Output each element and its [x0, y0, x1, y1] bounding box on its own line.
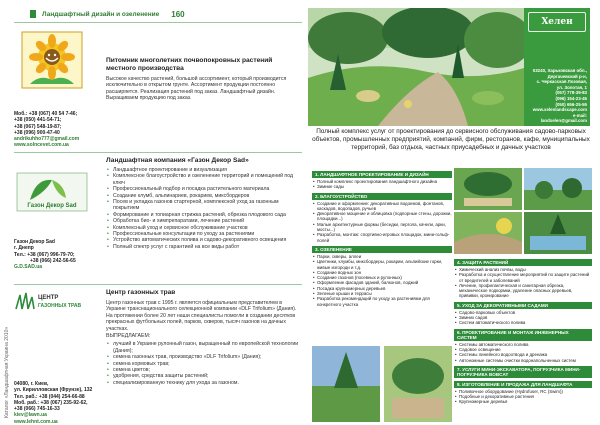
list-item: • Зимние сады — [312, 184, 452, 189]
company-site-link[interactable]: www.xelenlandscape.com — [532, 107, 587, 113]
header-bar — [30, 10, 36, 18]
nursery-body — [106, 57, 302, 102]
list-item: • Автономные системы очистки водонапольненных систем — [454, 358, 592, 363]
list-item: • Полный комплекс проектирования ландшафтного дизайна — [312, 179, 452, 184]
company-info-line: с. Черкасская Лозовая, — [536, 79, 587, 85]
list-item: • семена газонных трав, производство «DLF Trifolium» (Дания); — [106, 354, 302, 360]
garden-thumbnail-image — [524, 168, 592, 210]
lawn-center-text: Центр газонных трав с 1995 г. является официальным представителем в Украине транснационального селекционной компании «DLF Trifolium» (Дания). На протяжении более 20 лет наши специалисты помогли в создании десятков прекрасных футбольных полей, парков, скверов, тысяч газонов на дачных участках. — [106, 300, 297, 332]
contact-line: +38 (066) 242-56-65 — [30, 257, 76, 264]
list-item: • Комплексное благоустройство и озеленение территорий и помещений под ключ — [106, 173, 302, 186]
list-item: • Устройство автоматических полива и садово-декоративного освещения — [106, 237, 302, 243]
lawn-center-logo — [14, 287, 94, 313]
nursery-logo — [14, 27, 90, 93]
running-header — [30, 9, 185, 19]
list-item: • Разработка и осуществление мероприятий по защите растений от вредителей и заболеваний — [454, 272, 592, 283]
header-title: Ландшафтный дизайн и озеленение — [42, 10, 160, 18]
service-list — [454, 266, 592, 299]
list-item: • Комплексный уход и сервисное обслуживание участков — [106, 225, 302, 231]
list-item: • Формирование и топиарная стрижка растений, обрезка плодового сада — [106, 212, 302, 218]
contact-line: Моб. раб.: +38 (067) 235-92-62, — [14, 399, 88, 406]
garden-photo — [308, 8, 524, 126]
list-item: • удобрения, средства защиты растений; — [106, 373, 302, 379]
garden-thumbnail-image — [524, 212, 592, 254]
list-item: • Системы линейного водоотвода и дренажа — [454, 352, 592, 357]
ad-nursery — [14, 22, 302, 149]
company-info-line: (096) 154-23-45 — [555, 95, 587, 101]
lawn-center-contacts — [14, 381, 100, 425]
service-list — [312, 253, 452, 307]
lawn-center-logo-icon — [14, 289, 94, 311]
lawn-center-offers — [106, 341, 302, 386]
list-item: • семена цветов; — [106, 367, 302, 373]
company-logo-text: Хелен — [541, 17, 573, 27]
gazon-dekor-services — [106, 167, 302, 250]
lawn-center-title: Центр газонных трав — [106, 289, 176, 296]
nursery-text: Высокое качество растений, большой ассортимент, который производится исключительно в открытом грунте. Ассортимент продукции постоянно расширяется. Реализация растений под заказ. Ландшафтный дизайн. Выращиваем продукцию под заказ. — [106, 76, 287, 102]
service-list — [454, 388, 592, 405]
list-item: • Разработка рекомендаций по уходу за растениями для конкретного участка — [312, 296, 452, 307]
list-item: • Химический анализ почвы, воды — [454, 267, 592, 272]
contact-line: Моб.: +38 (067) 40 54 7-46; — [14, 111, 78, 117]
garden-thumbnail-image — [454, 168, 522, 210]
contact-line: +38 (096) 900-47-40 — [14, 129, 60, 136]
thumbnail-photo — [454, 212, 522, 254]
list-item: • специализированную технику для ухода за газоном. — [106, 380, 302, 386]
company-email-link[interactable]: e-mail: landxelen@gmail.com — [540, 112, 587, 124]
list-item: • Лечение, профилактическая и санитарная обрезка, механическое подкормки, удаление опасных деревьев, прививки, кронирование — [454, 283, 592, 299]
nursery-site-link[interactable]: www.solncevet.com.ua — [14, 142, 69, 149]
company-info-line: 03240, Харьковская обл., — [532, 68, 587, 73]
list-item: • лучший в Украине рулонный газон, выращенный по европейской технологии (Дания); — [106, 341, 302, 354]
garden-landscape-image — [308, 8, 524, 126]
list-item: • Создание водных зон — [312, 270, 452, 275]
ad-lawn-center — [14, 284, 302, 425]
list-item: • Системы автоматического полива — [454, 342, 592, 347]
contact-line: ул. Кирилловская (Фрунзе), 132 — [14, 387, 93, 394]
lawn-center-subhead: ВЫПРЕДЛАГАЕМ: — [106, 333, 151, 340]
lawn-center-email-link[interactable]: kiev@lawn.ua — [14, 412, 47, 419]
list-item: • Создание газонов (посевных и рулонных) — [312, 275, 452, 280]
service-section-heading: 1. ЛАНДШАФТНОЕ ПРОЕКТИРОВАНИЕ И ДИЗАЙН — [312, 171, 452, 178]
contact-line: +38 (050) 441-54-71; — [14, 117, 62, 124]
list-item: • Ландшафтное проектирование и визуализация — [106, 167, 302, 173]
list-item: • Цветники, клумбы, миксбордеры, рокарии, альпийские горки, живые изгороди и т.д. — [312, 259, 452, 270]
list-item: • Разработка, монтаж: спортивно-игровых площадок, мини-гольф-полей — [312, 232, 452, 243]
contact-line: г. Днепр — [14, 245, 34, 252]
list-item: • Поливочное оборудование (Hydrofuser, RC (Swim)) — [454, 389, 592, 394]
nursery-email-link[interactable]: andrikuhho777@gmail.com — [14, 136, 80, 143]
services-left-column — [312, 168, 452, 307]
garden-thumbnail-image — [454, 212, 522, 254]
service-list — [454, 341, 592, 363]
left-column — [14, 22, 302, 425]
services-headline: Полный комплекс услуг от проектирования до сервисного обслуживания садово-парковых объектов, промышленных предприятий, компаний, фирм, ресторанов, кафе, муниципальных территорий, баз отдыха, частных приусадебных и дачных участков — [312, 128, 590, 151]
thumbnail-photo — [454, 168, 522, 210]
page-number: 160 — [171, 9, 185, 19]
gazon-dekor-body — [106, 157, 302, 250]
list-item: • Профессиональные консультации по уходу за растениями — [106, 231, 302, 237]
service-section-heading: 8. ИЗГОТОВЛЕНИЕ И ПРОДАЖА ДЛЯ ЛАНДШАФТА — [454, 381, 592, 388]
list-item: • Зеленые крыши и террасы — [312, 291, 452, 296]
gazon-dekor-logo — [14, 167, 90, 217]
company-info-line: (057) 778-39-83 — [555, 90, 587, 96]
list-item: • Создание клумб, альпинариев, рокариев, миксбордеров — [106, 193, 302, 199]
list-item: • Полный спектр услуг с гарантией на все виды работ — [106, 244, 302, 250]
leaf-logo-icon — [16, 172, 88, 212]
service-section-heading: 7. УСЛУГИ МИНИ-ЭКСКАВАТОРА, ПОГРУЗЧИКА МИНИ-ПОГРУЗЧИКА BOBCAT — [454, 366, 592, 378]
service-section-heading: 2. БЛАГОУСТРОЙСТВО — [312, 193, 452, 200]
bottom-photos — [312, 346, 452, 422]
thumbnail-photos — [454, 168, 592, 254]
list-item: • Малые архитектурные формы (беседки, пергола, качели, арки, мосты...) — [312, 222, 452, 233]
service-section-heading: 3. ОЗЕЛЕНЕНИЕ — [312, 246, 452, 253]
services-right-column — [454, 256, 592, 405]
gazon-dekor-contacts — [14, 239, 100, 270]
list-item: • Систем автоматического полива — [454, 320, 592, 325]
service-section-heading: 6. ПРОЕКТИРОВАНИЕ И МОНТАЖ ИНЖЕНЕРНЫХ СИСТЕМ — [454, 329, 592, 341]
garden-photos-image — [312, 346, 452, 422]
list-item: • Зимних садов — [454, 315, 592, 320]
list-item: • Профессиональный подбор и посадка растительного материала — [106, 186, 302, 192]
list-item: • Оформление фасадов зданий, балконов, лоджий — [312, 280, 452, 285]
list-item: • Декоративное мощение и облицовка (подпорные стены, дорожки, площадки...) — [312, 211, 452, 222]
company-logo — [528, 12, 586, 32]
company-info-line: Дергачевский р-н, — [547, 73, 587, 79]
nursery-title: Питомник многолетних почвопокровных растений местного производства — [106, 57, 273, 72]
list-item: • Парки, скверы, аллеи — [312, 254, 452, 259]
svg-text:ГАЗОННЫХ ТРАВ: ГАЗОННЫХ ТРАВ — [38, 303, 82, 309]
contact-line: Тел. раб.: +38 (044) 254-66-88 — [14, 393, 85, 400]
thumbnail-photo — [524, 168, 592, 210]
company-info-line: ул. Золотая, 1 — [556, 84, 587, 90]
gazon-dekor-site-link[interactable]: G.D.SAD.ua — [14, 264, 43, 271]
lawn-center-body — [106, 289, 302, 386]
list-item: • Посев и укладка газонов стартерной, комплексной уход за газонным покрытием — [106, 199, 302, 212]
contact-line: 04080, г. Киев, — [14, 381, 49, 387]
contact-line: Газон Декор Sad — [14, 239, 55, 245]
service-section-heading: 4. ЗАЩИТА РАСТЕНИЙ — [454, 259, 592, 266]
ad-gazon-dekor — [14, 152, 302, 280]
contact-line: +38 (066) 745-16-33 — [14, 406, 60, 413]
service-list — [454, 309, 592, 326]
list-item: • Садовое освещение — [454, 347, 592, 352]
contact-line: Тел.: +38 (067) 996-79-70; — [14, 251, 75, 258]
svg-text:Газон Декор Sad: Газон Декор Sad — [27, 203, 77, 209]
company-info — [527, 68, 587, 124]
service-list — [312, 178, 452, 190]
list-item: • Крупномерные деревья — [454, 399, 592, 404]
catalog-side-label: Каталог «Ландшафтная Украина 2010» — [4, 326, 10, 418]
lawn-center-site-link[interactable]: www.lehnt.com.ua — [14, 418, 58, 425]
list-item: • Обработка био- и химпрепаратами, лечение растений — [106, 218, 302, 224]
sunflower-logo-icon — [20, 30, 84, 90]
nursery-contacts — [14, 111, 100, 149]
gazon-dekor-title: Ландшафтная компания «Газон Декор Sad» — [106, 157, 249, 164]
service-section-heading: 5. УХОД ЗА ДЕКОРАТИВНЫМИ САДАМИ — [454, 302, 592, 309]
company-contact-panel — [524, 8, 590, 126]
company-info-line: (050) 656-25-55 — [555, 101, 587, 107]
service-list — [312, 200, 452, 243]
list-item: • Садово-парковых объектов — [454, 310, 592, 315]
list-item: • семена кормовых трав; — [106, 361, 302, 367]
list-item: • Посадка крупномерных деревьев — [312, 286, 452, 291]
contact-line: +38 (067) 548-19-87; — [14, 123, 62, 130]
list-item: • Подобные и декоративные растения — [454, 394, 592, 399]
thumbnail-photo — [524, 212, 592, 254]
list-item: • Создание и оформление: декоративных водоемов, фонтанов, каскадов, водопадов, ручьев — [312, 201, 452, 212]
svg-text:ЦЕНТР: ЦЕНТР — [38, 295, 59, 301]
